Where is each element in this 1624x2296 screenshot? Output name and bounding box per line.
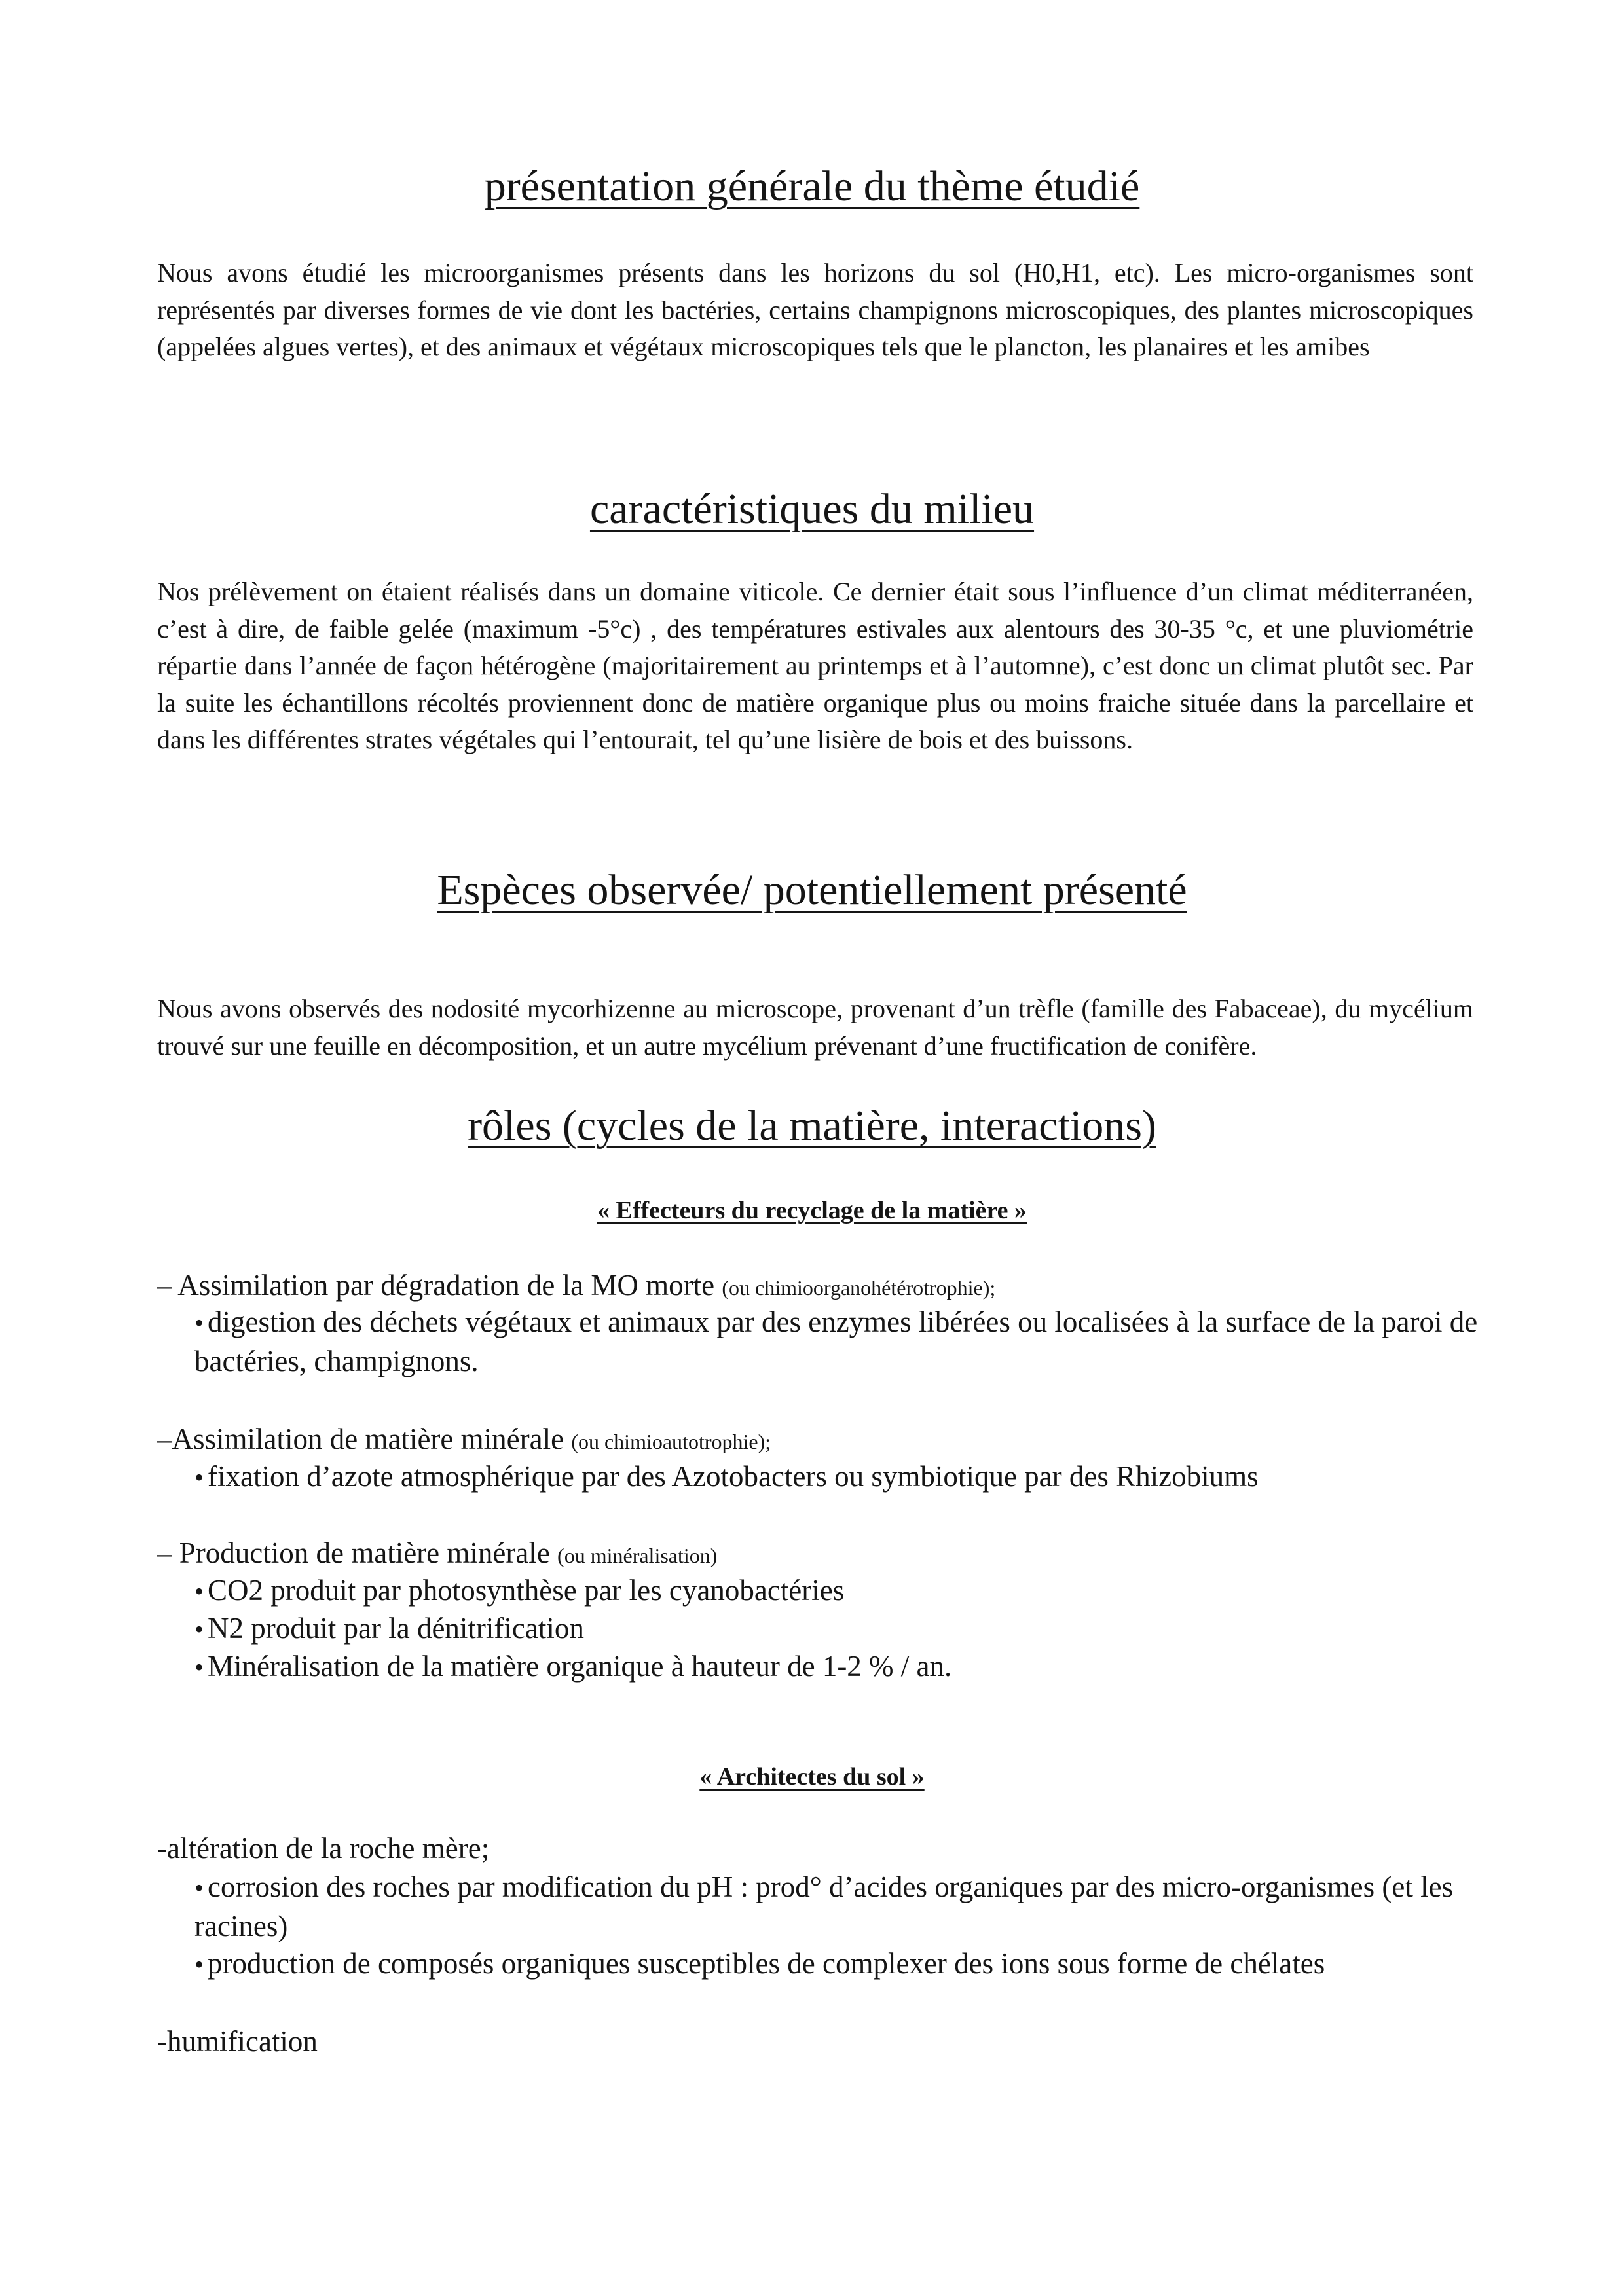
heading-presentation: présentation générale du thème étudié xyxy=(484,162,1140,210)
item-alteration-roche xyxy=(157,1830,489,1867)
bullet-icon: • xyxy=(194,1950,204,1979)
bullet-item xyxy=(194,1944,1478,1984)
bullet-icon: • xyxy=(194,1652,204,1682)
bullet-icon: • xyxy=(194,1576,204,1606)
item-production-minerale xyxy=(157,1535,717,1574)
bullet-text: CO2 produit par photosynthèse par les cyanobactéries xyxy=(208,1574,845,1607)
bullet-item xyxy=(194,1457,1478,1497)
bullet-item xyxy=(194,1647,1478,1686)
item-humification xyxy=(157,2023,318,2060)
bullet-icon: • xyxy=(194,1463,204,1492)
bullet-item xyxy=(194,1868,1478,1945)
subheading-effecteurs: « Effecteurs du recyclage de la matière » xyxy=(597,1197,1027,1224)
item-title: -humification xyxy=(157,2025,318,2058)
paragraph-caracteristiques: Nos prélèvement on étaient réalisés dans un domaine viticole. Ce dernier était sous l’influence d’un climat méditerranéen, c’est à dire, de faible gelée (maximum -5°c) , des températures estivales aux alentours des 30-35 °c, et une pluviométrie répartie dans l’année de façon hétérogène (majoritairement au printemps et à l’automne), c’est donc un climat plutôt sec. Par la suite les échantillons récoltés proviennent donc de matière organique plus ou moins fraiche située dans la parcellaire et dans les différentes strates végétales qui l’entourait, tel qu’une lisière de bois et des buissons. xyxy=(157,577,1473,754)
bullet-item xyxy=(194,1609,1478,1649)
item-note: (ou chimioorganohétérotrophie); xyxy=(722,1276,996,1300)
heading-caracteristiques: caractéristiques du milieu xyxy=(589,485,1035,533)
item-assimilation-minerale xyxy=(157,1421,771,1460)
item-note: (ou minéralisation) xyxy=(557,1544,718,1567)
item-title: – Production de matière minérale xyxy=(157,1537,558,1569)
bullet-item xyxy=(194,1571,1478,1611)
bullet-text: digestion des déchets végétaux et animaux par des enzymes libérées ou localisées à la surface de la paroi de bactéries, champignons. xyxy=(194,1305,1478,1377)
item-assimilation-degradation xyxy=(157,1267,995,1306)
bullet-text: Minéralisation de la matière organique à hauteur de 1-2 % / an. xyxy=(208,1650,952,1683)
bullet-item xyxy=(194,1303,1478,1380)
bullet-text: corrosion des roches par modification du pH : prod° d’acides organiques par des micro-organismes (et les racines) xyxy=(194,1870,1454,1942)
bullet-icon: • xyxy=(194,1308,204,1338)
heading-roles: rôles (cycles de la matière, interactions) xyxy=(468,1102,1156,1150)
bullet-text: N2 produit par la dénitrification xyxy=(208,1612,584,1645)
bullet-icon: • xyxy=(194,1873,204,1903)
paragraph-especes: Nous avons observés des nodosité mycorhizenne au microscope, provenant d’un trèfle (famille des Fabaceae), du mycélium trouvé sur une feuille en décomposition, et un autre mycélium prévenant d’une fructification de conifère. xyxy=(157,994,1473,1061)
subheading-architectes: « Architectes du sol » xyxy=(699,1763,925,1791)
paragraph-presentation: Nous avons étudié les microorganismes présents dans les horizons du sol (H0,H1, etc). Les micro-organismes sont représentés par diverses formes de vie dont les bactéries, certains champignons microscopiques, des plantes microscopiques (appelées algues vertes), et des animaux et végétaux microscopiques tels que le plancton, les planaires et les amibes xyxy=(157,258,1473,361)
item-title: –Assimilation de matière minérale xyxy=(157,1423,572,1455)
bullet-text: fixation d’azote atmosphérique par des Azotobacters ou symbiotique par des Rhizobiums xyxy=(208,1460,1259,1493)
item-title: – Assimilation par dégradation de la MO morte xyxy=(157,1269,722,1302)
heading-especes: Espèces observée/ potentiellement présenté xyxy=(437,866,1187,914)
bullet-text: production de composés organiques susceptibles de complexer des ions sous forme de chélates xyxy=(208,1947,1325,1980)
item-title: -altération de la roche mère; xyxy=(157,1832,490,1865)
item-note: (ou chimioautotrophie); xyxy=(571,1430,771,1453)
bullet-icon: • xyxy=(194,1614,204,1644)
